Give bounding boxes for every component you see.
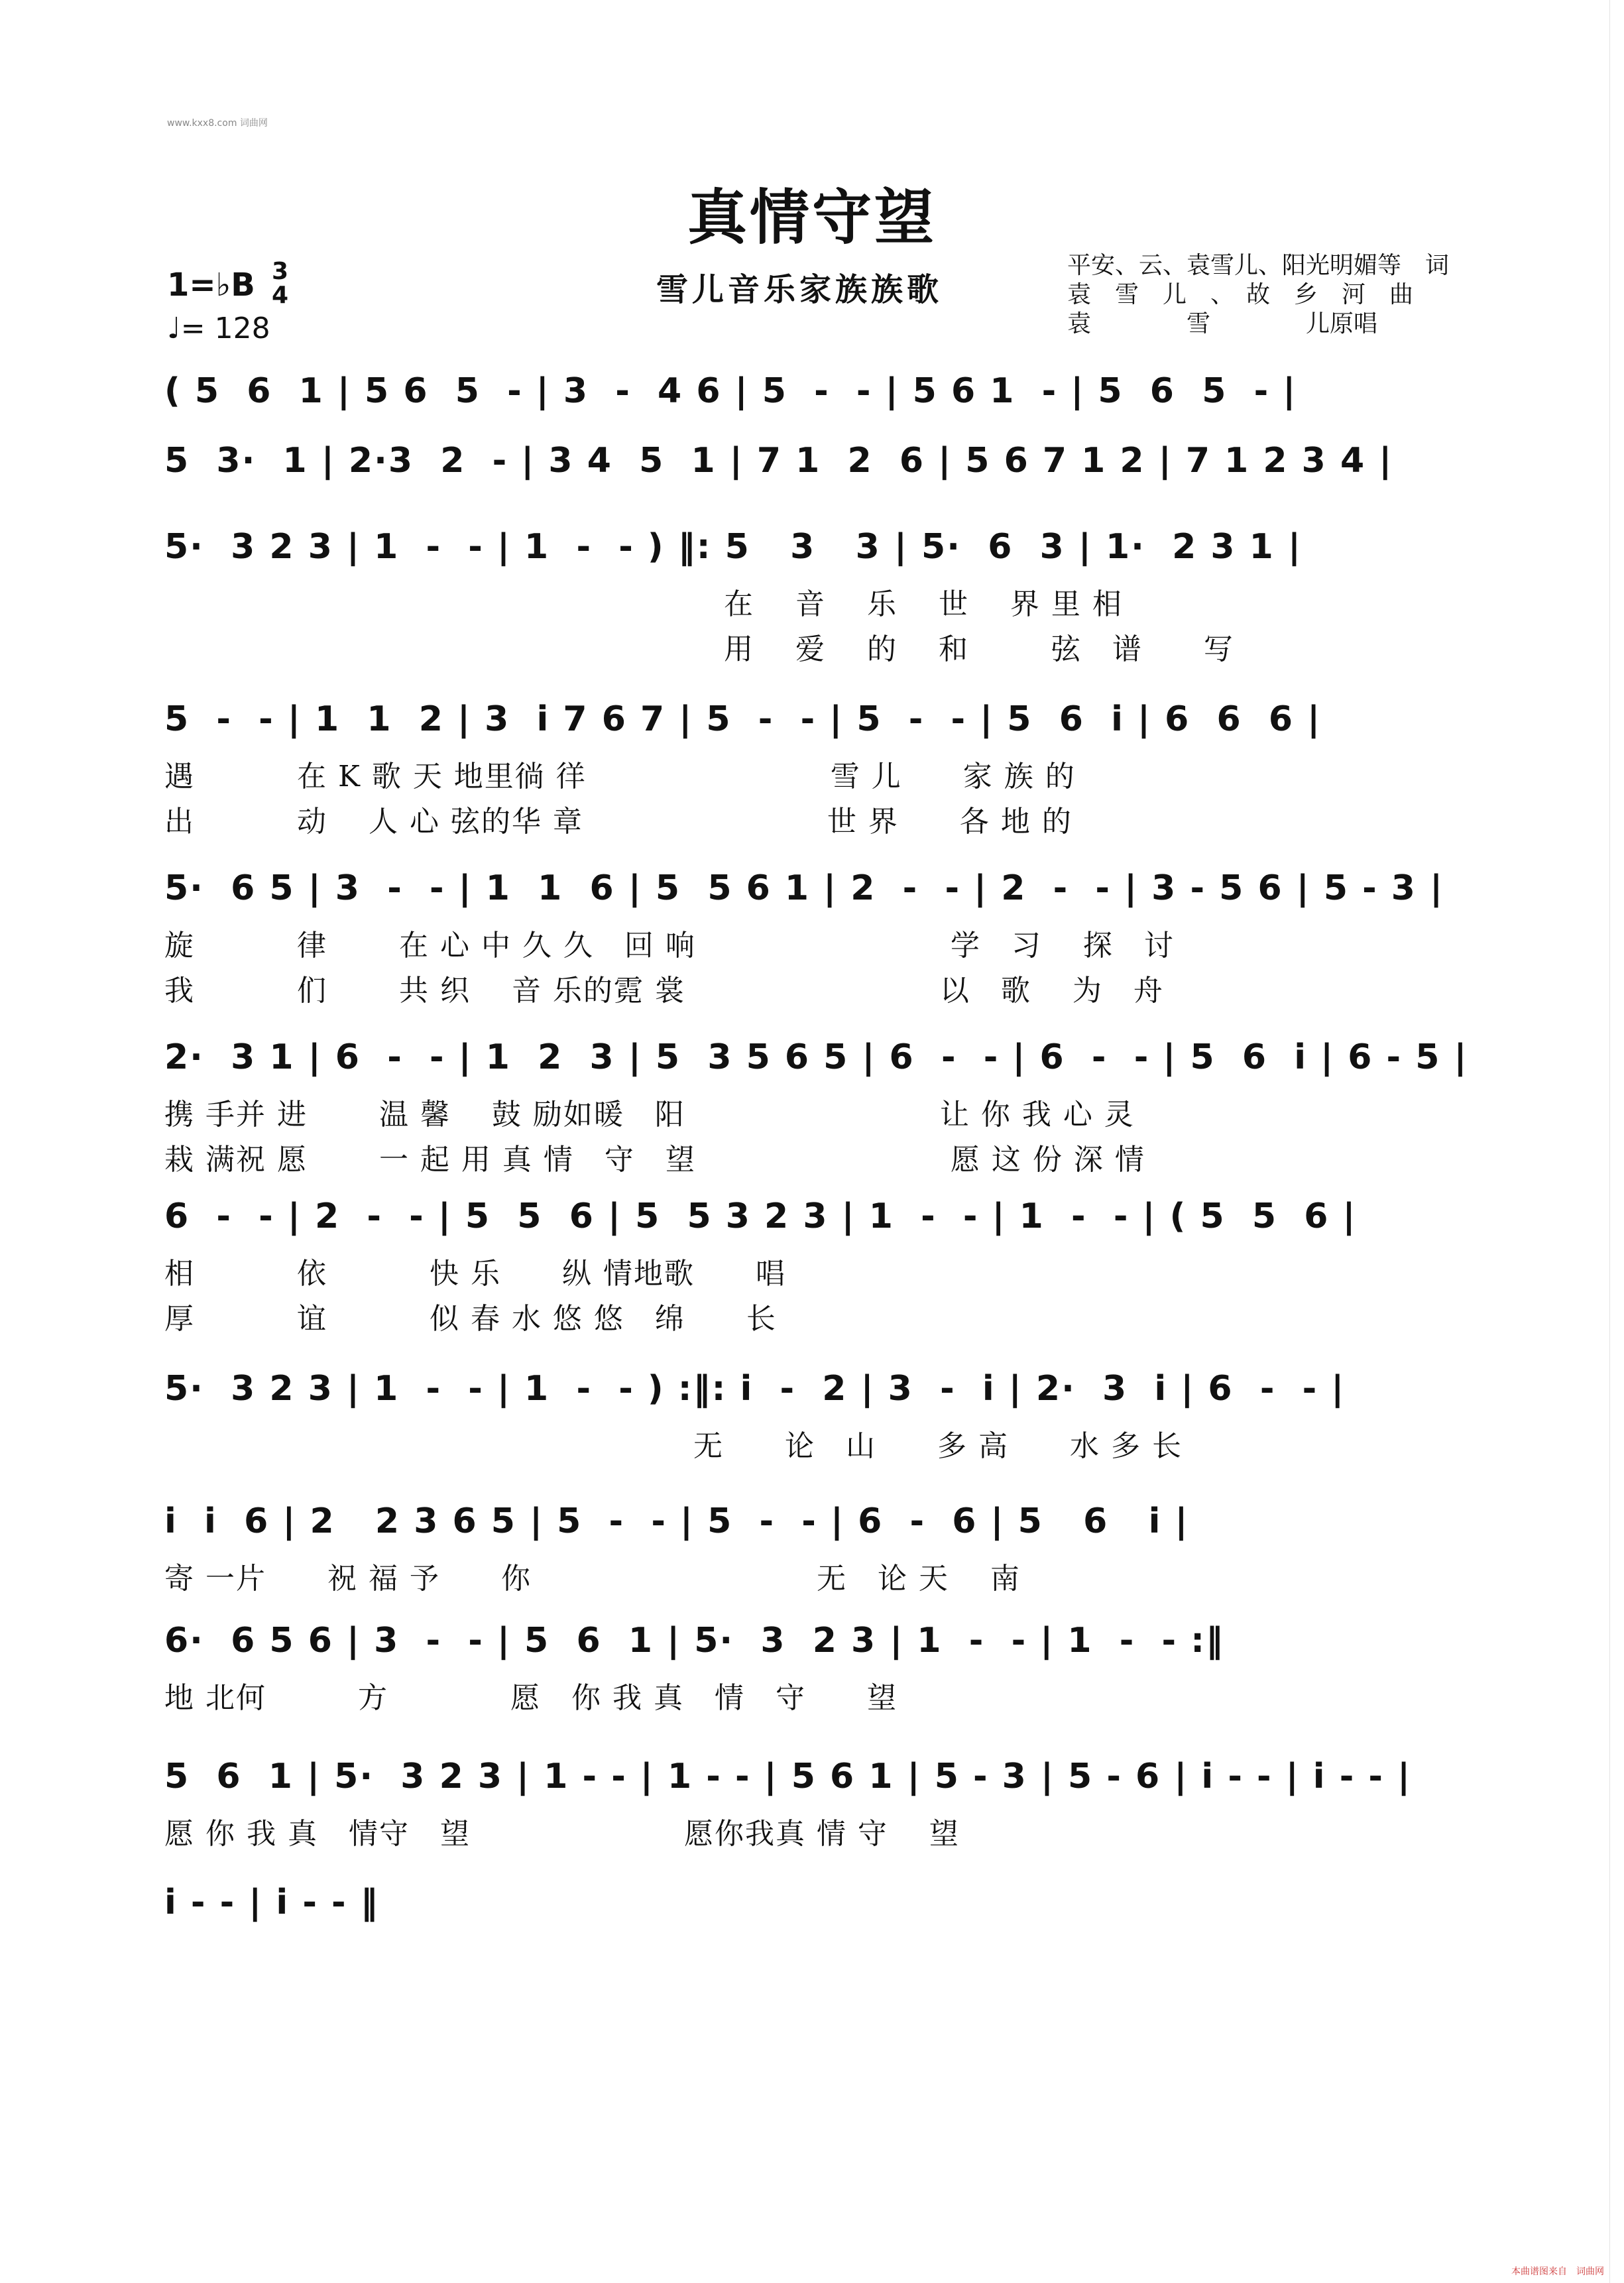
notation-line: 6 - - | 2 - - | 5 5 6 | 5 5 3 2 3 | 1 - - | 1 - - | ( 5 5 6 | bbox=[164, 1197, 1357, 1236]
credit-composer: 袁 雪 儿 、 故 乡 河 曲 bbox=[1067, 281, 1414, 308]
lyric-line: 遇 在 K 歌 天 地里徜 徉 雪 儿 家 族 的 bbox=[164, 760, 1076, 793]
score-row bbox=[164, 699, 1464, 839]
notation-line: 2· 3 1 | 6 - - | 1 2 3 | 5 3 5 6 5 | 6 - - | 6 - - | 5 6 i | 6 - 5 | bbox=[164, 1037, 1468, 1077]
notation-line: 5· 3 2 3 | 1 - - | 1 - - ) :‖: i - 2 | 3 - i | 2· 3 i | 6 - - | bbox=[164, 1369, 1346, 1409]
lyric-line: 用 爱 的 和 弦 谱 写 bbox=[164, 632, 1234, 666]
lyric-line: 出 动 人 心 弦的华 章 世 界 各 地 的 bbox=[164, 805, 1073, 839]
key-signature: 1=♭B bbox=[167, 266, 255, 304]
score-row bbox=[164, 1037, 1468, 1177]
site-watermark-bottom: 本曲谱图来自 词曲网 bbox=[1511, 2266, 1604, 2277]
lyric-line: 地 北何 方 愿 你 我 真 情 守 望 bbox=[164, 1681, 898, 1715]
credit-singer: 袁 雪 儿原唱 bbox=[1067, 310, 1378, 337]
score-row bbox=[164, 1369, 1464, 1468]
notation-line: i - - | i - - ‖ bbox=[164, 1883, 379, 1922]
tempo-mark: ♩= 128 bbox=[167, 312, 270, 345]
notation-line: 5· 6 5 | 3 - - | 1 1 6 | 5 5 6 1 | 2 - - | 2 - - | 3 - 5 6 | 5 - 3 | bbox=[164, 868, 1444, 908]
time-sig-top: 3 bbox=[272, 258, 289, 285]
song-subtitle: 雪儿音乐家族族歌 bbox=[656, 271, 943, 308]
lyric-line: 愿 你 我 真 情守 望 愿你我真 情 守 望 bbox=[164, 1817, 960, 1851]
score-row bbox=[164, 1621, 1464, 1720]
score-row bbox=[164, 441, 1464, 540]
lyric-line: 在 音 乐 世 界 里 相 bbox=[164, 587, 1123, 621]
score-row bbox=[164, 1197, 1464, 1336]
score-row bbox=[164, 868, 1464, 1008]
notation-line: 6· 6 5 6 | 3 - - | 5 6 1 | 5· 3 2 3 | 1 - - | 1 - - :‖ bbox=[164, 1621, 1225, 1661]
lyric-line: 无 论 山 多 高 水 多 长 bbox=[164, 1429, 1183, 1463]
notation-line: ( 5 6 1 | 5 6 5 - | 3 - 4 6 | 5 - - | 5 6 1 - | 5 6 5 - | bbox=[164, 371, 1297, 411]
notation-line: i i 6 | 2 2 3 6 5 | 5 - - | 5 - - | 6 - 6 | 5 6 i | bbox=[164, 1501, 1189, 1541]
site-watermark-top: www.kxx8.com 词曲网 bbox=[167, 118, 268, 129]
score-row bbox=[164, 1757, 1464, 1856]
time-sig-bottom: 4 bbox=[272, 282, 289, 309]
lyric-line: 栽 满祝 愿 一 起 用 真 情 守 望 愿 这 份 深 情 bbox=[164, 1143, 1145, 1177]
lyric-line: 相 依 快 乐 纵 情地歌 唱 bbox=[164, 1257, 786, 1291]
score-row bbox=[164, 1883, 1464, 1982]
page-edge bbox=[1609, 0, 1617, 2283]
lyric-line: 旋 律 在 心 中 久 久 回 响 学 习 探 讨 bbox=[164, 929, 1175, 963]
lyric-line: 厚 谊 似 春 水 悠 悠 绵 长 bbox=[164, 1302, 777, 1336]
score-row bbox=[164, 1501, 1464, 1601]
song-title: 真情守望 bbox=[687, 182, 937, 253]
notation-line: 5 3· 1 | 2·3 2 - | 3 4 5 1 | 7 1 2 6 | 5 6 7 1 2 | 7 1 2 3 4 | bbox=[164, 441, 1393, 481]
lyric-line: 寄 一片 祝 福 予 你 无 论 天 南 bbox=[164, 1562, 1021, 1596]
notation-line: 5 6 1 | 5· 3 2 3 | 1 - - | 1 - - | 5 6 1 | 5 - 3 | 5 - 6 | i - - | i - - | bbox=[164, 1757, 1412, 1796]
time-signature bbox=[272, 260, 288, 308]
notation-line: 5 - - | 1 1 2 | 3 i 7 6 7 | 5 - - | 5 - - | 5 6 i | 6 6 6 | bbox=[164, 699, 1322, 739]
notation-line: 5· 3 2 3 | 1 - - | 1 - - ) ‖: 5 3 3 | 5· 6 3 | 1· 2 3 1 | bbox=[164, 527, 1302, 567]
lyric-line: 我 们 共 织 音 乐的霓 裳 以 歌 为 舟 bbox=[164, 974, 1164, 1008]
lyric-line: 携 手并 进 温 馨 鼓 励如暖 阳 让 你 我 心 灵 bbox=[164, 1098, 1135, 1132]
score-row bbox=[164, 527, 1464, 666]
credit-lyricist: 平安、云、袁雪儿、阳光明媚等 词 bbox=[1067, 252, 1450, 279]
